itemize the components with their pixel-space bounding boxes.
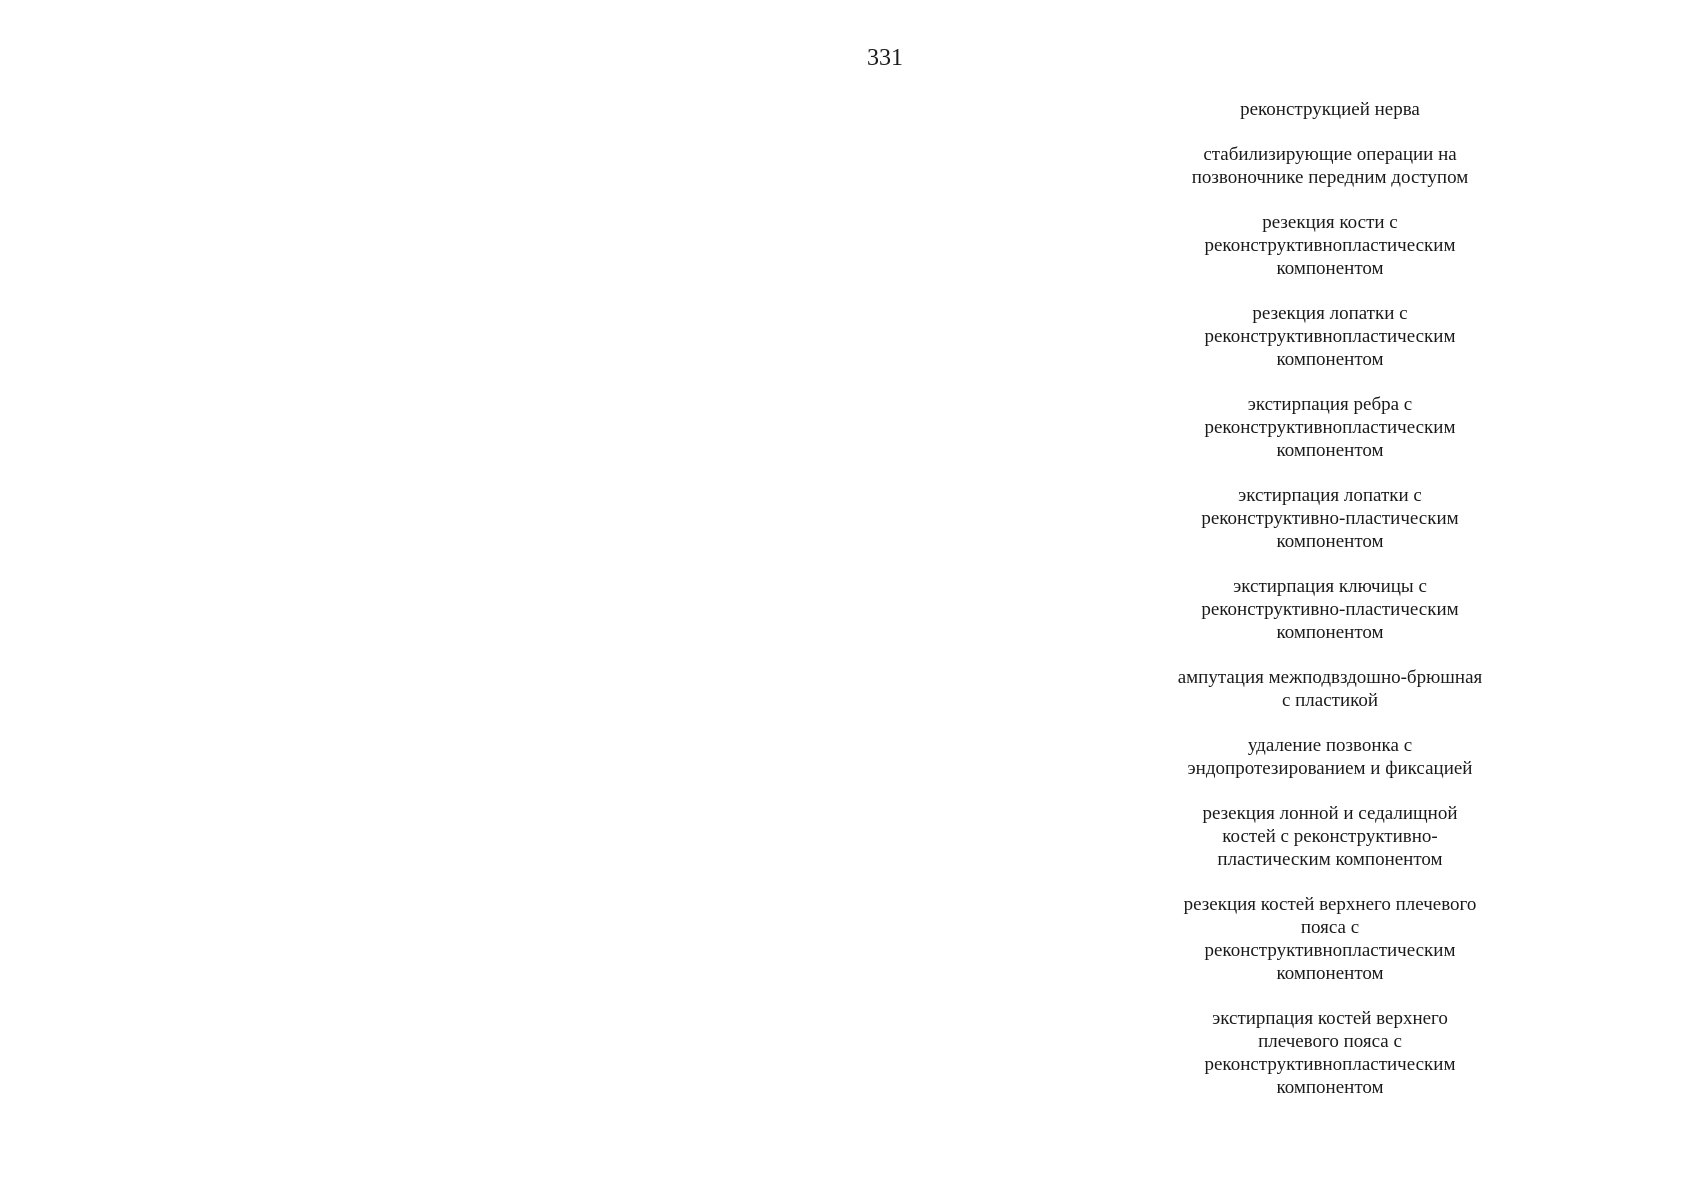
procedure-entry: резекция кости с реконструктивнопластическим компонентом xyxy=(1204,212,1456,279)
procedure-entry: экстирпация костей верхнего плечевого пояса с реконструктивнопластическим компонентом xyxy=(1204,1008,1456,1098)
procedure-entry: экстирпация лопатки с реконструктивно-пластическим компонентом xyxy=(1201,485,1459,552)
procedure-entry: реконструкцией нерва xyxy=(1240,99,1420,120)
procedure-entry: экстирпация ребра с реконструктивнопластическим компонентом xyxy=(1204,394,1456,461)
procedure-entry: резекция костей верхнего плечевого пояса с реконструктивнопластическим компонентом xyxy=(1183,894,1477,984)
procedure-entry: резекция лонной и седалищной костей с реконструктивно- пластическим компонентом xyxy=(1202,803,1458,870)
procedure-entry: стабилизирующие операции на позвоночнике передним доступом xyxy=(1191,144,1469,188)
procedure-entry: удаление позвонка с эндопротезированием и фиксацией xyxy=(1187,735,1473,779)
procedure-entry: ампутация межподвздошно-брюшная с пластикой xyxy=(1177,667,1483,711)
procedure-entry: экстирпация ключицы с реконструктивно-пластическим компонентом xyxy=(1201,576,1459,643)
procedure-list xyxy=(1140,98,1520,1121)
procedure-entry: резекция лопатки с реконструктивнопластическим компонентом xyxy=(1204,303,1456,370)
page-number: 331 xyxy=(867,45,903,71)
